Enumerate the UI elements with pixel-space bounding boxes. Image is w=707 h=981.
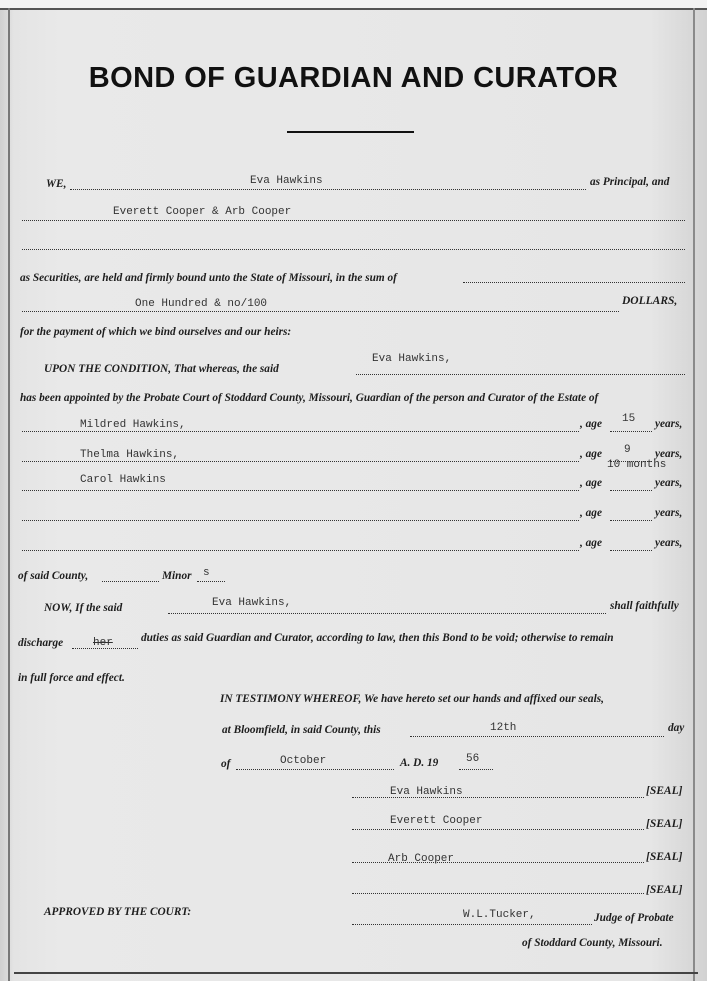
- seal-label-1: [SEAL]: [646, 785, 683, 797]
- sum-line-1: [463, 282, 685, 283]
- minor-suffix: s: [203, 567, 210, 579]
- county-line-label: of Stoddard County, Missouri.: [522, 937, 663, 949]
- appointed-text: has been appointed by the Probate Court of Stoddard County, Missouri, Guardian of the person and Curator of the Estate of: [20, 392, 599, 404]
- right-border: [693, 8, 695, 981]
- said-line: [356, 374, 685, 375]
- minor-name-2: Thelma Hawkins,: [80, 449, 180, 461]
- signature-line-2: [352, 829, 644, 830]
- minor-line-3: [22, 490, 579, 491]
- minor-label: Minor: [162, 570, 192, 582]
- minor-suffix-line: [197, 581, 225, 582]
- signature-line-4: [352, 893, 644, 894]
- age-line-4: [610, 520, 652, 521]
- age-label-1: , age: [580, 418, 602, 430]
- judge-line: [352, 924, 592, 925]
- said-principal: Eva Hawkins,: [372, 353, 452, 365]
- seal-label-4: [SEAL]: [646, 884, 683, 896]
- ad-label: A. D. 19: [400, 757, 439, 769]
- year-line: [459, 769, 493, 770]
- years-label-1: years,: [655, 418, 683, 430]
- signature-3: Arb Cooper: [388, 853, 455, 865]
- day-line: [410, 736, 664, 737]
- age-line-3: [610, 490, 652, 491]
- bloomfield-text: at Bloomfield, in said County, this: [222, 724, 381, 736]
- principal-label: as Principal, and: [590, 176, 670, 188]
- minor-line-5: [22, 550, 579, 551]
- judge-label: Judge of Probate: [594, 912, 674, 924]
- minor-line-1: [22, 431, 579, 432]
- age-line-1: [610, 431, 652, 432]
- minor-line-4: [22, 520, 579, 521]
- years-label-5: years,: [655, 537, 683, 549]
- age-label-5: , age: [580, 537, 602, 549]
- faithfully-label: shall faithfully: [610, 600, 679, 612]
- seal-label-3: [SEAL]: [646, 851, 683, 863]
- upon-text: UPON THE CONDITION, That whereas, the said: [44, 363, 279, 375]
- years-label-4: years,: [655, 507, 683, 519]
- approved-label: APPROVED BY THE COURT:: [44, 906, 192, 918]
- of-label: of: [221, 758, 231, 770]
- day-value: 12th: [490, 722, 517, 734]
- age-label-2: , age: [580, 448, 602, 460]
- discharge-label: discharge: [18, 637, 64, 649]
- securities-line-2: [22, 249, 685, 250]
- minor-name-1: Mildred Hawkins,: [80, 419, 186, 431]
- we-label: WE,: [46, 178, 67, 190]
- securities-text: as Securities, are held and firmly bound unto the State of Missouri, in the sum of: [20, 272, 397, 284]
- title-rule: [287, 131, 414, 133]
- county-label: of said County,: [18, 570, 89, 582]
- day-label: day: [668, 722, 685, 734]
- full-force-text: in full force and effect.: [18, 672, 125, 684]
- county-line: [102, 581, 159, 582]
- age-label-4: , age: [580, 507, 602, 519]
- top-edge: [0, 0, 707, 10]
- seal-label-2: [SEAL]: [646, 818, 683, 830]
- signature-1: Eva Hawkins: [390, 786, 463, 798]
- age-label-3: , age: [580, 477, 602, 489]
- securities-line-1: [22, 220, 685, 221]
- principal-line: [70, 189, 586, 190]
- sum-line-2: [22, 311, 619, 312]
- dollars-label: DOLLARS,: [622, 295, 678, 307]
- years-label-2: years,: [655, 448, 683, 460]
- testimony-text: IN TESTIMONY WHEREOF, We have hereto set our hands and affixed our seals,: [220, 693, 604, 705]
- principal-name: Eva Hawkins: [250, 175, 323, 187]
- sum-amount: One Hundred & no/100: [135, 298, 268, 310]
- age-line-5: [610, 550, 652, 551]
- bottom-border: [14, 972, 698, 974]
- discharge-pronoun: her: [93, 637, 113, 649]
- minor-line-2: [22, 461, 579, 462]
- duties-text: duties as said Guardian and Curator, according to law, then this Bond to be void; otherwise to remain: [141, 632, 614, 644]
- years-label-3: years,: [655, 477, 683, 489]
- month-line: [236, 769, 394, 770]
- securities-names: Everett Cooper & Arb Cooper: [113, 206, 292, 218]
- document-title: BOND OF GUARDIAN AND CURATOR: [88, 62, 619, 94]
- left-border: [8, 8, 10, 981]
- now-line: [168, 613, 606, 614]
- minor-name-3: Carol Hawkins: [80, 474, 166, 486]
- year-value: 56: [466, 753, 480, 765]
- minor-age-3: 10 months: [607, 459, 667, 471]
- payment-text: for the payment of which we bind ourselves and our heirs:: [20, 326, 292, 338]
- minor-age-1: 15: [622, 413, 636, 425]
- judge-name: W.L.Tucker,: [463, 909, 536, 921]
- now-label: NOW, If the said: [44, 602, 123, 614]
- minor-age-2: 9: [624, 444, 631, 456]
- month-value: October: [280, 755, 327, 767]
- now-said-name: Eva Hawkins,: [212, 597, 292, 609]
- signature-2: Everett Cooper: [390, 815, 483, 827]
